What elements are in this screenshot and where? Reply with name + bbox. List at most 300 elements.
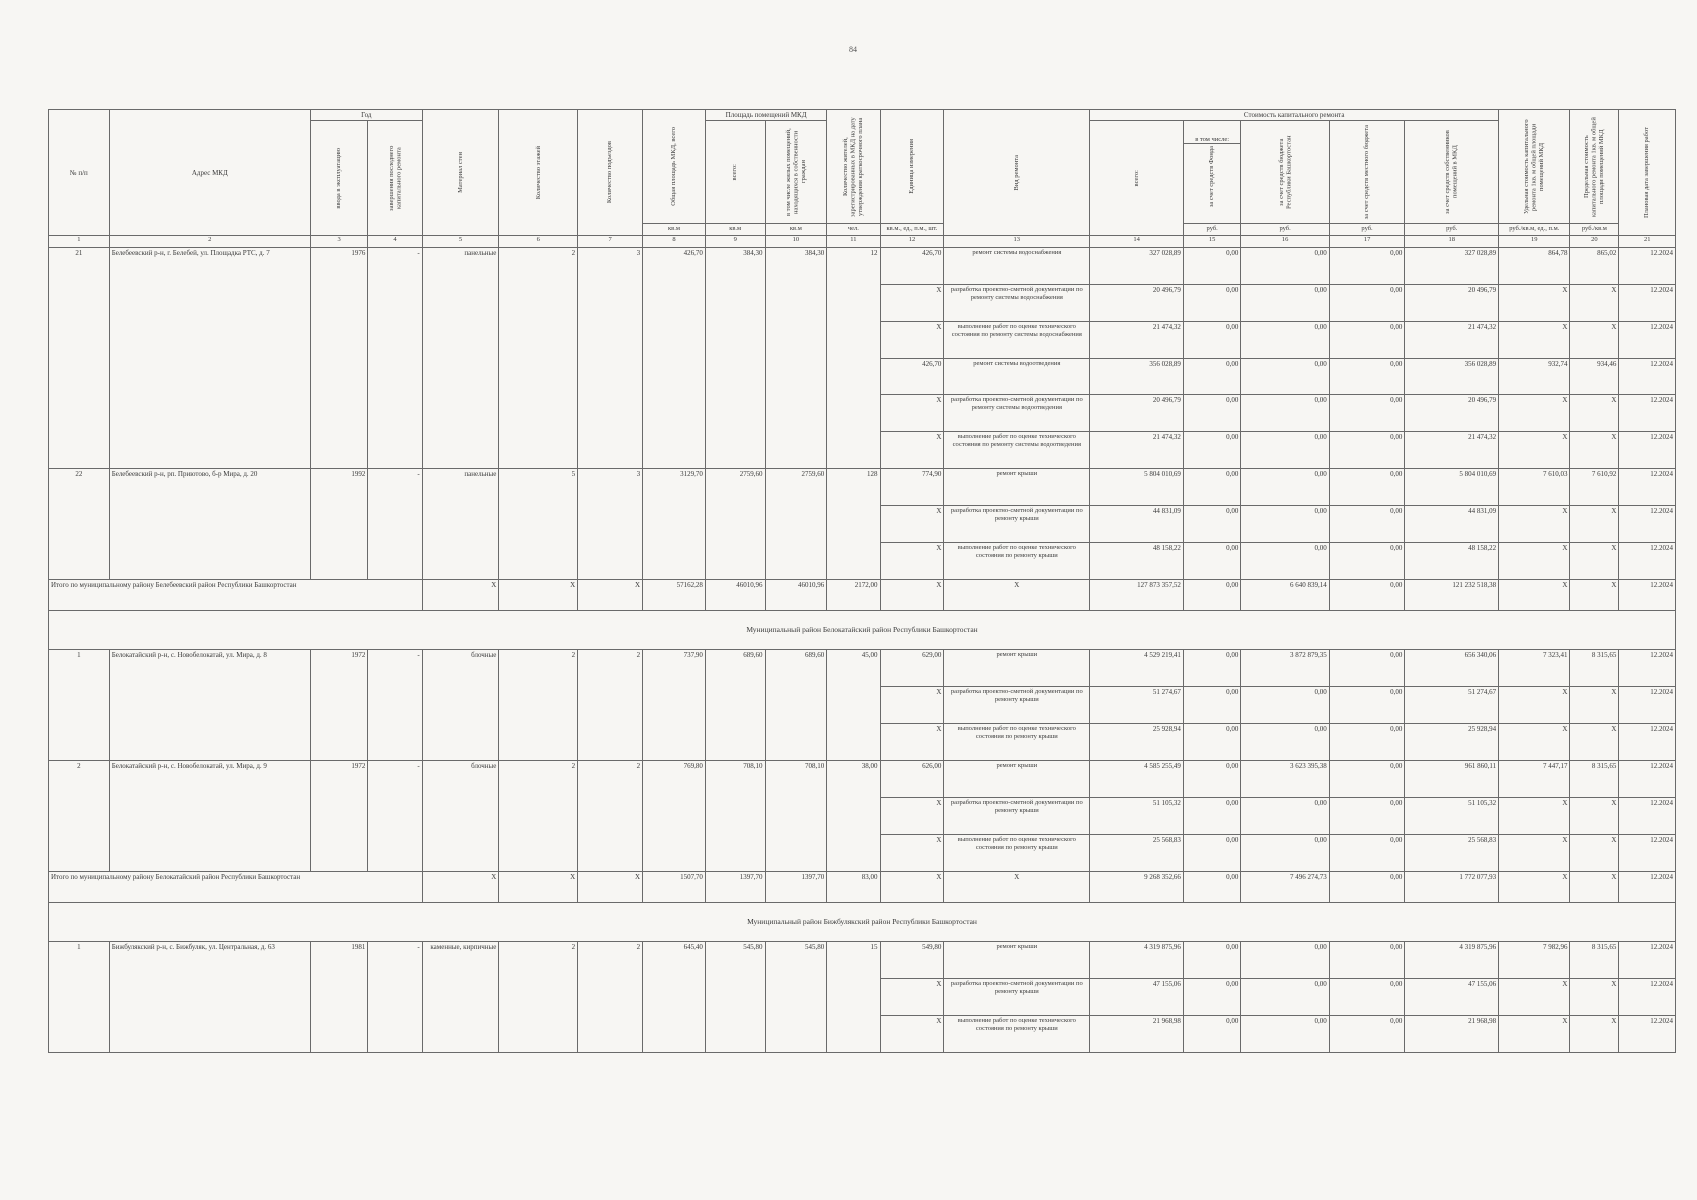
cost-fund: 0,00 (1183, 322, 1240, 359)
cost-total: 20 496,79 (1090, 395, 1184, 432)
premises-total: 545,80 (705, 942, 765, 1053)
total-rb: 7 496 274,73 (1241, 872, 1329, 903)
table-body (49, 248, 1676, 1053)
cost-owners: 44 831,09 (1405, 506, 1499, 543)
cost-local-budget: 0,00 (1329, 248, 1405, 285)
header-wall-material: Материал стен (422, 110, 499, 236)
work-unit: X (880, 285, 944, 322)
unit-republic-budget: руб. (1241, 224, 1329, 236)
cost-total: 4 585 255,49 (1090, 761, 1184, 798)
total-type: X (944, 872, 1090, 903)
cost-owners: 356 028,89 (1405, 359, 1499, 395)
specific-cost: X (1499, 506, 1570, 543)
column-number: 13 (944, 236, 1090, 248)
cost-owners: 4 319 875,96 (1405, 942, 1499, 979)
cost-total: 21 474,32 (1090, 322, 1184, 359)
specific-cost: X (1499, 395, 1570, 432)
deadline-date: 12.2024 (1619, 687, 1676, 724)
floors: 5 (499, 469, 578, 580)
header-specific-cost: Удельная стоимость капитального ремонта 1кв. м общей площади помещений МКД (1499, 110, 1570, 224)
table-row (49, 942, 1676, 979)
work-type: ремонт системы водоснабжения (944, 248, 1090, 285)
unit-total-area: кв.м (643, 224, 706, 236)
total-area: 737,90 (643, 650, 706, 761)
max-cost: 8 315,65 (1570, 942, 1619, 979)
specific-cost: 7 323,41 (1499, 650, 1570, 687)
deadline-date: 12.2024 (1619, 835, 1676, 872)
total-c5: X (422, 580, 499, 611)
floors: 2 (499, 761, 578, 872)
cost-local-budget: 0,00 (1329, 506, 1405, 543)
max-cost: X (1570, 835, 1619, 872)
total-c5: X (422, 872, 499, 903)
specific-cost: X (1499, 543, 1570, 580)
total-premises_citizens: 46010,96 (765, 580, 827, 611)
cost-republic-budget: 0,00 (1241, 395, 1329, 432)
cost-fund: 0,00 (1183, 506, 1240, 543)
cost-owners: 25 928,94 (1405, 724, 1499, 761)
cost-local-budget: 0,00 (1329, 322, 1405, 359)
unit-premises-citizens: кв.м (765, 224, 827, 236)
cost-republic-budget: 0,00 (1241, 942, 1329, 979)
max-cost: X (1570, 395, 1619, 432)
premises-citizens: 708,10 (765, 761, 827, 872)
total-c7: X (578, 580, 643, 611)
work-unit: 426,70 (880, 248, 944, 285)
total-row (49, 872, 1676, 903)
floors: 2 (499, 650, 578, 761)
cost-republic-budget: 0,00 (1241, 798, 1329, 835)
work-type: ремонт крыши (944, 469, 1090, 506)
cost-fund: 0,00 (1183, 687, 1240, 724)
cost-fund: 0,00 (1183, 724, 1240, 761)
specific-cost: 7 610,03 (1499, 469, 1570, 506)
total-local: 0,00 (1329, 580, 1405, 611)
unit-local-budget: руб. (1329, 224, 1405, 236)
header-deadline: Плановая дата завершения работ (1619, 110, 1676, 236)
header-repair-type: Вид ремонта (944, 110, 1090, 236)
deadline-date: 12.2024 (1619, 359, 1676, 395)
building-address: Белокатайский р-н, с. Новобелокатай, ул. Мира, д. 9 (109, 761, 310, 872)
total-area: 3129,70 (643, 469, 706, 580)
work-unit: X (880, 432, 944, 469)
table-header (49, 110, 1676, 248)
total-premises_total: 1397,70 (705, 872, 765, 903)
year-last-repair: - (368, 942, 422, 1053)
deadline-date: 12.2024 (1619, 395, 1676, 432)
total-date: 12.2024 (1619, 580, 1676, 611)
column-number: 11 (827, 236, 880, 248)
total-type: X (944, 580, 1090, 611)
building-address: Белебеевский р-н, рп. Приютово, б-р Мира, д. 20 (109, 469, 310, 580)
cost-fund: 0,00 (1183, 979, 1240, 1016)
max-cost: X (1570, 432, 1619, 469)
work-type: разработка проектно-сметной документации по ремонту крыши (944, 687, 1090, 724)
residents: 45,00 (827, 650, 880, 761)
specific-cost: 7 982,96 (1499, 942, 1570, 979)
work-type: выполнение работ по оценке технического состояния по ремонту системы водоснабжения (944, 322, 1090, 359)
specific-cost: X (1499, 285, 1570, 322)
column-number: 12 (880, 236, 944, 248)
cost-republic-budget: 0,00 (1241, 687, 1329, 724)
premises-citizens: 689,60 (765, 650, 827, 761)
residents: 15 (827, 942, 880, 1053)
total-owners: 121 232 518,38 (1405, 580, 1499, 611)
premises-citizens: 384,30 (765, 248, 827, 469)
deadline-date: 12.2024 (1619, 543, 1676, 580)
work-unit: X (880, 322, 944, 359)
cost-republic-budget: 3 623 395,38 (1241, 761, 1329, 798)
header-max-cost: Предельная стоимость капитального ремонта 1кв. м общей площади помещений МКД (1570, 110, 1619, 224)
year-built: 1976 (310, 248, 367, 469)
specific-cost: X (1499, 322, 1570, 359)
deadline-date: 12.2024 (1619, 650, 1676, 687)
premises-total: 708,10 (705, 761, 765, 872)
work-type: ремонт крыши (944, 942, 1090, 979)
unit-fund: руб. (1183, 224, 1240, 236)
unit-residents: чел. (827, 224, 880, 236)
specific-cost: 7 447,17 (1499, 761, 1570, 798)
work-unit: X (880, 724, 944, 761)
cost-total: 51 105,32 (1090, 798, 1184, 835)
cost-republic-budget: 0,00 (1241, 432, 1329, 469)
section-title: Муниципальный район Белокатайский район Республики Башкортостан (49, 611, 1676, 650)
total-owners: 1 772 077,93 (1405, 872, 1499, 903)
total-max: X (1570, 872, 1619, 903)
cost-owners: 20 496,79 (1405, 395, 1499, 432)
cost-fund: 0,00 (1183, 285, 1240, 322)
cost-local-budget: 0,00 (1329, 543, 1405, 580)
total-total_area: 1507,70 (643, 872, 706, 903)
cost-local-budget: 0,00 (1329, 395, 1405, 432)
work-type: разработка проектно-сметной документации по ремонту системы водоотведения (944, 395, 1090, 432)
cost-owners: 21 474,32 (1405, 322, 1499, 359)
header-total-area: Общая площадь МКД, всего (643, 110, 706, 224)
column-number: 7 (578, 236, 643, 248)
header-cost-total: всего: (1090, 121, 1184, 236)
cost-fund: 0,00 (1183, 469, 1240, 506)
total-area: 769,80 (643, 761, 706, 872)
total-c6: X (499, 872, 578, 903)
floors: 2 (499, 942, 578, 1053)
premises-total: 384,30 (705, 248, 765, 469)
year-built: 1981 (310, 942, 367, 1053)
column-number: 5 (422, 236, 499, 248)
deadline-date: 12.2024 (1619, 248, 1676, 285)
column-number: 6 (499, 236, 578, 248)
entrances: 3 (578, 248, 643, 469)
column-number-row (49, 236, 1676, 248)
header-year-last-repair: завершения последнего капитального ремонта (368, 121, 422, 236)
column-number: 9 (705, 236, 765, 248)
cost-total: 20 496,79 (1090, 285, 1184, 322)
column-number: 15 (1183, 236, 1240, 248)
cost-local-budget: 0,00 (1329, 724, 1405, 761)
building-number: 2 (49, 761, 110, 872)
max-cost: X (1570, 506, 1619, 543)
total-rb: 6 640 839,14 (1241, 580, 1329, 611)
deadline-date: 12.2024 (1619, 506, 1676, 543)
work-unit: X (880, 395, 944, 432)
cost-fund: 0,00 (1183, 1016, 1240, 1053)
max-cost: X (1570, 285, 1619, 322)
cost-republic-budget: 0,00 (1241, 469, 1329, 506)
wall-material: каменные, кирпичные (422, 942, 499, 1053)
work-type: выполнение работ по оценке технического состояния по ремонту крыши (944, 724, 1090, 761)
entrances: 3 (578, 469, 643, 580)
deadline-date: 12.2024 (1619, 798, 1676, 835)
table-row (49, 650, 1676, 687)
cost-total: 4 319 875,96 (1090, 942, 1184, 979)
specific-cost: X (1499, 979, 1570, 1016)
header-local-budget: за счет средств местного бюджета (1329, 121, 1405, 224)
total-date: 12.2024 (1619, 872, 1676, 903)
total-specific: X (1499, 872, 1570, 903)
cost-fund: 0,00 (1183, 835, 1240, 872)
deadline-date: 12.2024 (1619, 942, 1676, 979)
year-built: 1972 (310, 761, 367, 872)
premises-total: 2759,60 (705, 469, 765, 580)
cost-owners: 327 028,89 (1405, 248, 1499, 285)
work-unit: 629,00 (880, 650, 944, 687)
cost-fund: 0,00 (1183, 432, 1240, 469)
cost-fund: 0,00 (1183, 395, 1240, 432)
cost-total: 4 529 219,41 (1090, 650, 1184, 687)
column-number: 1 (49, 236, 110, 248)
work-unit: X (880, 543, 944, 580)
total-fund: 0,00 (1183, 872, 1240, 903)
unit-premises-total: кв.м (705, 224, 765, 236)
total-total: 127 873 357,52 (1090, 580, 1184, 611)
cost-fund: 0,00 (1183, 359, 1240, 395)
building-address: Бижбулякский р-н, с. Бижбуляк, ул. Центральная, д. 63 (109, 942, 310, 1053)
cost-total: 25 568,83 (1090, 835, 1184, 872)
header-cost-group: Стоимость капитального ремонта (1090, 110, 1499, 121)
total-fund: 0,00 (1183, 580, 1240, 611)
total-label: Итого по муниципальному району Белебеевский район Республики Башкортостан (49, 580, 423, 611)
deadline-date: 12.2024 (1619, 432, 1676, 469)
max-cost: 8 315,65 (1570, 650, 1619, 687)
specific-cost: X (1499, 835, 1570, 872)
deadline-date: 12.2024 (1619, 285, 1676, 322)
column-number: 20 (1570, 236, 1619, 248)
cost-local-budget: 0,00 (1329, 359, 1405, 395)
header-fund: в том числе: за счет средств Фонда (1183, 121, 1240, 224)
cost-owners: 25 568,83 (1405, 835, 1499, 872)
section-title: Муниципальный район Бижбулякский район Республики Башкортостан (49, 903, 1676, 942)
building-address: Белебеевский р-н, г. Белебей, ул. Площадка РТС, д. 7 (109, 248, 310, 469)
capital-repair-table (48, 109, 1676, 1053)
max-cost: 934,46 (1570, 359, 1619, 395)
table-row (49, 761, 1676, 798)
cost-owners: 51 274,67 (1405, 687, 1499, 724)
work-unit: 426,70 (880, 359, 944, 395)
cost-republic-budget: 0,00 (1241, 543, 1329, 580)
column-number: 2 (109, 236, 310, 248)
total-area: 645,40 (643, 942, 706, 1053)
column-number: 3 (310, 236, 367, 248)
cost-owners: 21 968,98 (1405, 1016, 1499, 1053)
cost-fund: 0,00 (1183, 543, 1240, 580)
cost-republic-budget: 0,00 (1241, 835, 1329, 872)
max-cost: X (1570, 979, 1619, 1016)
specific-cost: X (1499, 1016, 1570, 1053)
cost-republic-budget: 0,00 (1241, 506, 1329, 543)
building-number: 22 (49, 469, 110, 580)
header-address: Адрес МКД (109, 110, 310, 236)
header-year-built: ввода в эксплуатацию (310, 121, 367, 236)
year-last-repair: - (368, 469, 422, 580)
column-number: 10 (765, 236, 827, 248)
max-cost: X (1570, 1016, 1619, 1053)
work-unit: 626,00 (880, 761, 944, 798)
max-cost: X (1570, 322, 1619, 359)
cost-total: 47 155,06 (1090, 979, 1184, 1016)
total-area: 426,70 (643, 248, 706, 469)
section-row (49, 903, 1676, 942)
unit-max-cost: руб./кв.м (1570, 224, 1619, 236)
cost-republic-budget: 3 872 879,35 (1241, 650, 1329, 687)
work-unit: 549,80 (880, 942, 944, 979)
column-number: 18 (1405, 236, 1499, 248)
building-address: Белокатайский р-н, с. Новобелокатай, ул. Мира, д. 8 (109, 650, 310, 761)
work-unit: 774,90 (880, 469, 944, 506)
cost-fund: 0,00 (1183, 248, 1240, 285)
cost-owners: 5 804 010,69 (1405, 469, 1499, 506)
deadline-date: 12.2024 (1619, 1016, 1676, 1053)
header-entrances: Количество подъездов (578, 110, 643, 236)
header-residents: Количество жителей, зарегистрированных в МКД на дату утверждения краткосрочного плана (827, 110, 880, 224)
deadline-date: 12.2024 (1619, 469, 1676, 506)
cost-local-budget: 0,00 (1329, 942, 1405, 979)
cost-fund: 0,00 (1183, 798, 1240, 835)
entrances: 2 (578, 942, 643, 1053)
floors: 2 (499, 248, 578, 469)
wall-material: панельные (422, 469, 499, 580)
cost-republic-budget: 0,00 (1241, 322, 1329, 359)
total-unit: X (880, 580, 944, 611)
unit-unit-of-measure: кв.м., ед., п.м., шт. (880, 224, 944, 236)
unit-specific-cost: руб./кв.м, ед., п.м. (1499, 224, 1570, 236)
cost-local-budget: 0,00 (1329, 1016, 1405, 1053)
wall-material: панельные (422, 248, 499, 469)
column-number: 14 (1090, 236, 1184, 248)
cost-total: 44 831,09 (1090, 506, 1184, 543)
cost-local-budget: 0,00 (1329, 432, 1405, 469)
building-number: 21 (49, 248, 110, 469)
column-number: 8 (643, 236, 706, 248)
year-built: 1972 (310, 650, 367, 761)
residents: 12 (827, 248, 880, 469)
specific-cost: X (1499, 724, 1570, 761)
work-type: ремонт крыши (944, 761, 1090, 798)
year-last-repair: - (368, 761, 422, 872)
cost-total: 327 028,89 (1090, 248, 1184, 285)
specific-cost: X (1499, 798, 1570, 835)
total-c7: X (578, 872, 643, 903)
total-total: 9 268 352,66 (1090, 872, 1184, 903)
cost-owners: 20 496,79 (1405, 285, 1499, 322)
total-premises_citizens: 1397,70 (765, 872, 827, 903)
column-number: 16 (1241, 236, 1329, 248)
total-max: X (1570, 580, 1619, 611)
year-built: 1992 (310, 469, 367, 580)
cost-republic-budget: 0,00 (1241, 979, 1329, 1016)
cost-total: 48 158,22 (1090, 543, 1184, 580)
entrances: 2 (578, 650, 643, 761)
total-premises_total: 46010,96 (705, 580, 765, 611)
column-number: 4 (368, 236, 422, 248)
column-number: 21 (1619, 236, 1676, 248)
total-unit: X (880, 872, 944, 903)
table-row (49, 248, 1676, 285)
total-residents: 83,00 (827, 872, 880, 903)
cost-total: 21 968,98 (1090, 1016, 1184, 1053)
max-cost: 865,02 (1570, 248, 1619, 285)
work-type: выполнение работ по оценке технического состояния по ремонту крыши (944, 543, 1090, 580)
premises-citizens: 545,80 (765, 942, 827, 1053)
total-local: 0,00 (1329, 872, 1405, 903)
total-specific: X (1499, 580, 1570, 611)
table-row (49, 469, 1676, 506)
work-unit: X (880, 506, 944, 543)
cost-local-budget: 0,00 (1329, 979, 1405, 1016)
total-residents: 2172,00 (827, 580, 880, 611)
work-unit: X (880, 835, 944, 872)
entrances: 2 (578, 761, 643, 872)
residents: 38,00 (827, 761, 880, 872)
cost-republic-budget: 0,00 (1241, 1016, 1329, 1053)
cost-total: 356 028,89 (1090, 359, 1184, 395)
specific-cost: X (1499, 687, 1570, 724)
deadline-date: 12.2024 (1619, 979, 1676, 1016)
cost-fund: 0,00 (1183, 942, 1240, 979)
total-label: Итого по муниципальному району Белокатайский район Республики Башкортостан (49, 872, 423, 903)
work-type: выполнение работ по оценке технического состояния по ремонту крыши (944, 1016, 1090, 1053)
max-cost: X (1570, 724, 1619, 761)
specific-cost: 864,78 (1499, 248, 1570, 285)
cost-local-budget: 0,00 (1329, 761, 1405, 798)
cost-republic-budget: 0,00 (1241, 724, 1329, 761)
header-floors: Количество этажей (499, 110, 578, 236)
specific-cost: X (1499, 432, 1570, 469)
cost-total: 21 474,32 (1090, 432, 1184, 469)
deadline-date: 12.2024 (1619, 322, 1676, 359)
year-last-repair: - (368, 650, 422, 761)
total-c6: X (499, 580, 578, 611)
wall-material: блочные (422, 650, 499, 761)
page-number: 84 (849, 45, 857, 54)
cost-owners: 47 155,06 (1405, 979, 1499, 1016)
cost-republic-budget: 0,00 (1241, 285, 1329, 322)
cost-fund: 0,00 (1183, 761, 1240, 798)
max-cost: X (1570, 798, 1619, 835)
work-type: ремонт системы водоотведения (944, 359, 1090, 395)
work-unit: X (880, 798, 944, 835)
cost-local-budget: 0,00 (1329, 285, 1405, 322)
unit-owners: руб. (1405, 224, 1499, 236)
building-number: 1 (49, 650, 110, 761)
cost-local-budget: 0,00 (1329, 687, 1405, 724)
column-number: 19 (1499, 236, 1570, 248)
wall-material: блочные (422, 761, 499, 872)
specific-cost: 932,74 (1499, 359, 1570, 395)
work-type: разработка проектно-сметной документации по ремонту крыши (944, 506, 1090, 543)
max-cost: X (1570, 543, 1619, 580)
residents: 128 (827, 469, 880, 580)
work-type: разработка проектно-сметной документации по ремонту крыши (944, 979, 1090, 1016)
building-number: 1 (49, 942, 110, 1053)
